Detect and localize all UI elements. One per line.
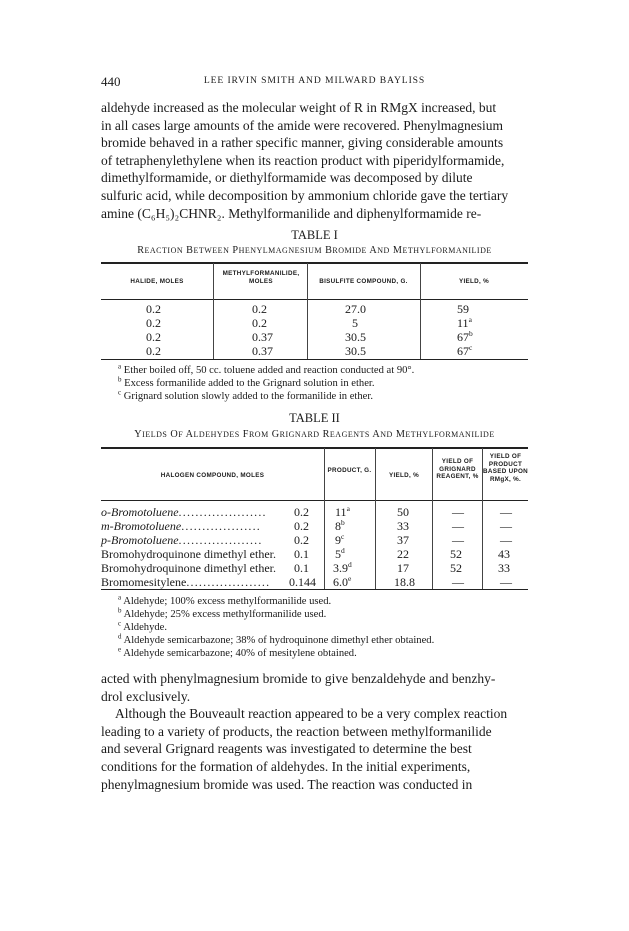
based-yield: 33: [498, 561, 510, 575]
based-yield: —: [500, 519, 512, 533]
text-line: of tetraphenylethylene when its reaction product with piperidylformamide,: [101, 152, 505, 168]
table1-halide: 0.2: [146, 344, 161, 358]
text-line: and several Grignard reagents was investigated to determine the best: [101, 741, 472, 757]
table2-footnote: $^d$ Aldehyde semicarbazone; 38% of hydroquinone dimethyl ether obtained.: [118, 632, 435, 646]
table1-bisulfite: 27.0: [345, 302, 366, 316]
compound-name: p-Bromotoluene....................: [101, 533, 263, 547]
compound-moles: 0.1: [294, 561, 309, 575]
grignard-yield: —: [452, 505, 464, 519]
table2-col-divider: [375, 448, 376, 589]
compound-moles: 0.1: [294, 547, 309, 561]
product-grams: 6.0e: [333, 574, 352, 589]
grignard-yield: —: [452, 519, 464, 533]
compound-moles: 0.2: [294, 519, 309, 533]
text-line: amine (C₆H₅)₂CHNR₂. Methylformanilide and diphenylformamide re-: [101, 205, 482, 221]
table1-footnote: $^a$ Ether boiled off, 50 cc. toluene added and reaction conducted at 90°.: [118, 362, 415, 376]
table1-yield: 11$^a$: [457, 315, 472, 330]
compound-moles: 0.2: [294, 505, 309, 519]
table1-footnote: $^b$ Excess formanilide added to the Grignard solution in ether.: [118, 375, 375, 389]
based-yield: —: [500, 575, 512, 589]
table2-header-compound: HALOGEN COMPOUND, MOLES: [160, 472, 265, 479]
table1-title: REACTION BETWEEN PHENYLMAGNESIUM BROMIDE AND METHYLFORMANILIDE: [137, 245, 492, 256]
text-line: phenylmagnesium bromide was used. The reaction was conducted in: [101, 776, 473, 792]
table1-header-bisulfite: BISULFITE COMPOUND, G.: [319, 278, 408, 285]
yield-percent: 50: [397, 505, 409, 519]
text-line: drol exclusively.: [101, 688, 191, 704]
table1-top-rule: [101, 262, 528, 264]
table1-header-yield: YIELD, %: [458, 278, 490, 285]
yield-percent: 17: [397, 561, 409, 575]
compound-moles: 0.144: [289, 575, 316, 589]
product-grams: 5$^d$: [335, 546, 345, 561]
table2-footnote: $^e$ Aldehyde semicarbazone; 40% of mesitylene obtained.: [118, 645, 357, 659]
text-line: in all cases large amounts of the amide were recovered. Phenylmagnesium: [101, 117, 503, 133]
table2-footnote: $^c$ Aldehyde.: [118, 619, 168, 633]
table1-bisulfite: 30.5: [345, 344, 366, 358]
text-line: bromide behaved in a rather specific manner, giving considerable amounts: [101, 135, 504, 151]
table2-header-rule: [101, 500, 528, 501]
grignard-yield: —: [452, 533, 464, 547]
table1-amide: 0.2: [252, 316, 267, 330]
table2-header-product: PRODUCT, G.: [327, 467, 372, 474]
table2-title: YIELDS OF ALDEHYDES FROM GRIGNARD REAGENTS AND METHYLFORMANILIDE: [134, 429, 495, 440]
compound-name: Bromomesitylene....................: [101, 575, 271, 589]
footnote-mark: b: [469, 329, 473, 338]
yield-percent: 22: [397, 547, 409, 561]
footnote-mark: a: [468, 315, 472, 324]
grignard-yield: 52: [450, 547, 462, 561]
table1-footnote: $^c$ Grignard solution slowly added to the formanilide in ether.: [118, 388, 373, 402]
compound-name: o-Bromotoluene.....................: [101, 505, 267, 519]
closing-paragraph: [101, 670, 528, 793]
running-title: LEE IRVIN SMITH AND MILWARD BAYLISS: [203, 75, 426, 86]
text-line: conditions for the formation of aldehydes. In the initial experiments,: [101, 758, 471, 774]
table1-header-amide: METHYLFORMANILIDE, MOLES: [222, 270, 300, 285]
table1-label: TABLE I: [291, 228, 338, 242]
text-line: Although the Bouveault reaction appeared to be a very complex reaction: [115, 706, 508, 722]
compound-name: m-Bromotoluene...................: [101, 519, 262, 533]
grignard-yield: —: [452, 575, 464, 589]
table1-col-divider: [213, 263, 214, 359]
table1-bisulfite: 5: [352, 316, 358, 330]
product-grams: 11$^a$: [335, 504, 350, 519]
product-grams: 3.9$^d$: [333, 560, 352, 575]
table1-amide: 0.2: [252, 302, 267, 316]
table1-halide: 0.2: [146, 330, 161, 344]
yield-percent: 18.8: [394, 575, 415, 589]
running-header: [101, 74, 528, 88]
table2-footnote: $^a$ Aldehyde; 100% excess methylformanilide used.: [118, 593, 332, 607]
product-grams: 9$^c$: [335, 532, 345, 547]
table2-label: TABLE II: [289, 411, 340, 425]
based-yield: 43: [498, 547, 510, 561]
table1-bisulfite: 30.5: [345, 330, 366, 344]
compound-name: Bromohydroquinone dimethyl ether.: [101, 547, 276, 561]
compound-name: Bromohydroquinone dimethyl ether.: [101, 561, 276, 575]
product-grams: 8$^b$: [335, 518, 345, 533]
based-yield: —: [500, 533, 512, 547]
table2-header-based: YIELD OF PRODUCT BASED UPON RMgX, %.: [483, 453, 528, 483]
table1-amide: 0.37: [252, 330, 273, 344]
footnote-mark: c: [469, 343, 473, 352]
table2-col-divider: [324, 448, 325, 589]
table1-yield: 67$^b$: [457, 329, 473, 344]
table1-yield: 59: [457, 302, 469, 316]
table2-header-grignard: YIELD OF GRIGNARD REAGENT, %: [436, 458, 479, 480]
table1-yield: 67$^c$: [457, 343, 473, 358]
page-number: 440: [101, 74, 121, 89]
table2-footnote: $^b$ Aldehyde; 25% excess methylformanilide used.: [118, 606, 327, 620]
text-line: sulfuric acid, while decomposition by ammonium chloride gave the tertiary: [101, 187, 509, 203]
yield-percent: 37: [397, 533, 409, 547]
grignard-yield: 52: [450, 561, 462, 575]
intro-paragraph: [101, 99, 528, 222]
table1-halide: 0.2: [146, 302, 161, 316]
yield-percent: 33: [397, 519, 409, 533]
table1-bottom-rule: [101, 359, 528, 360]
table1-halide: 0.2: [146, 316, 161, 330]
text-line: leading to a variety of products, the reaction between methylformanilide: [101, 723, 492, 739]
table1-header-rule: [101, 299, 528, 300]
table1-amide: 0.37: [252, 344, 273, 358]
text-line: acted with phenylmagnesium bromide to give benzaldehyde and benzhy-: [101, 671, 496, 686]
text-line: aldehyde increased as the molecular weight of R in RMgX increased, but: [101, 100, 497, 115]
table2-top-rule: [101, 447, 528, 449]
table1-header-halide: HALIDE, MOLES: [130, 278, 184, 285]
based-yield: —: [500, 505, 512, 519]
compound-moles: 0.2: [294, 533, 309, 547]
table2-header-yield: YIELD, %: [388, 472, 420, 479]
text-line: dimethylformamide, or diethylformamide was decomposed by dilute: [101, 170, 473, 186]
